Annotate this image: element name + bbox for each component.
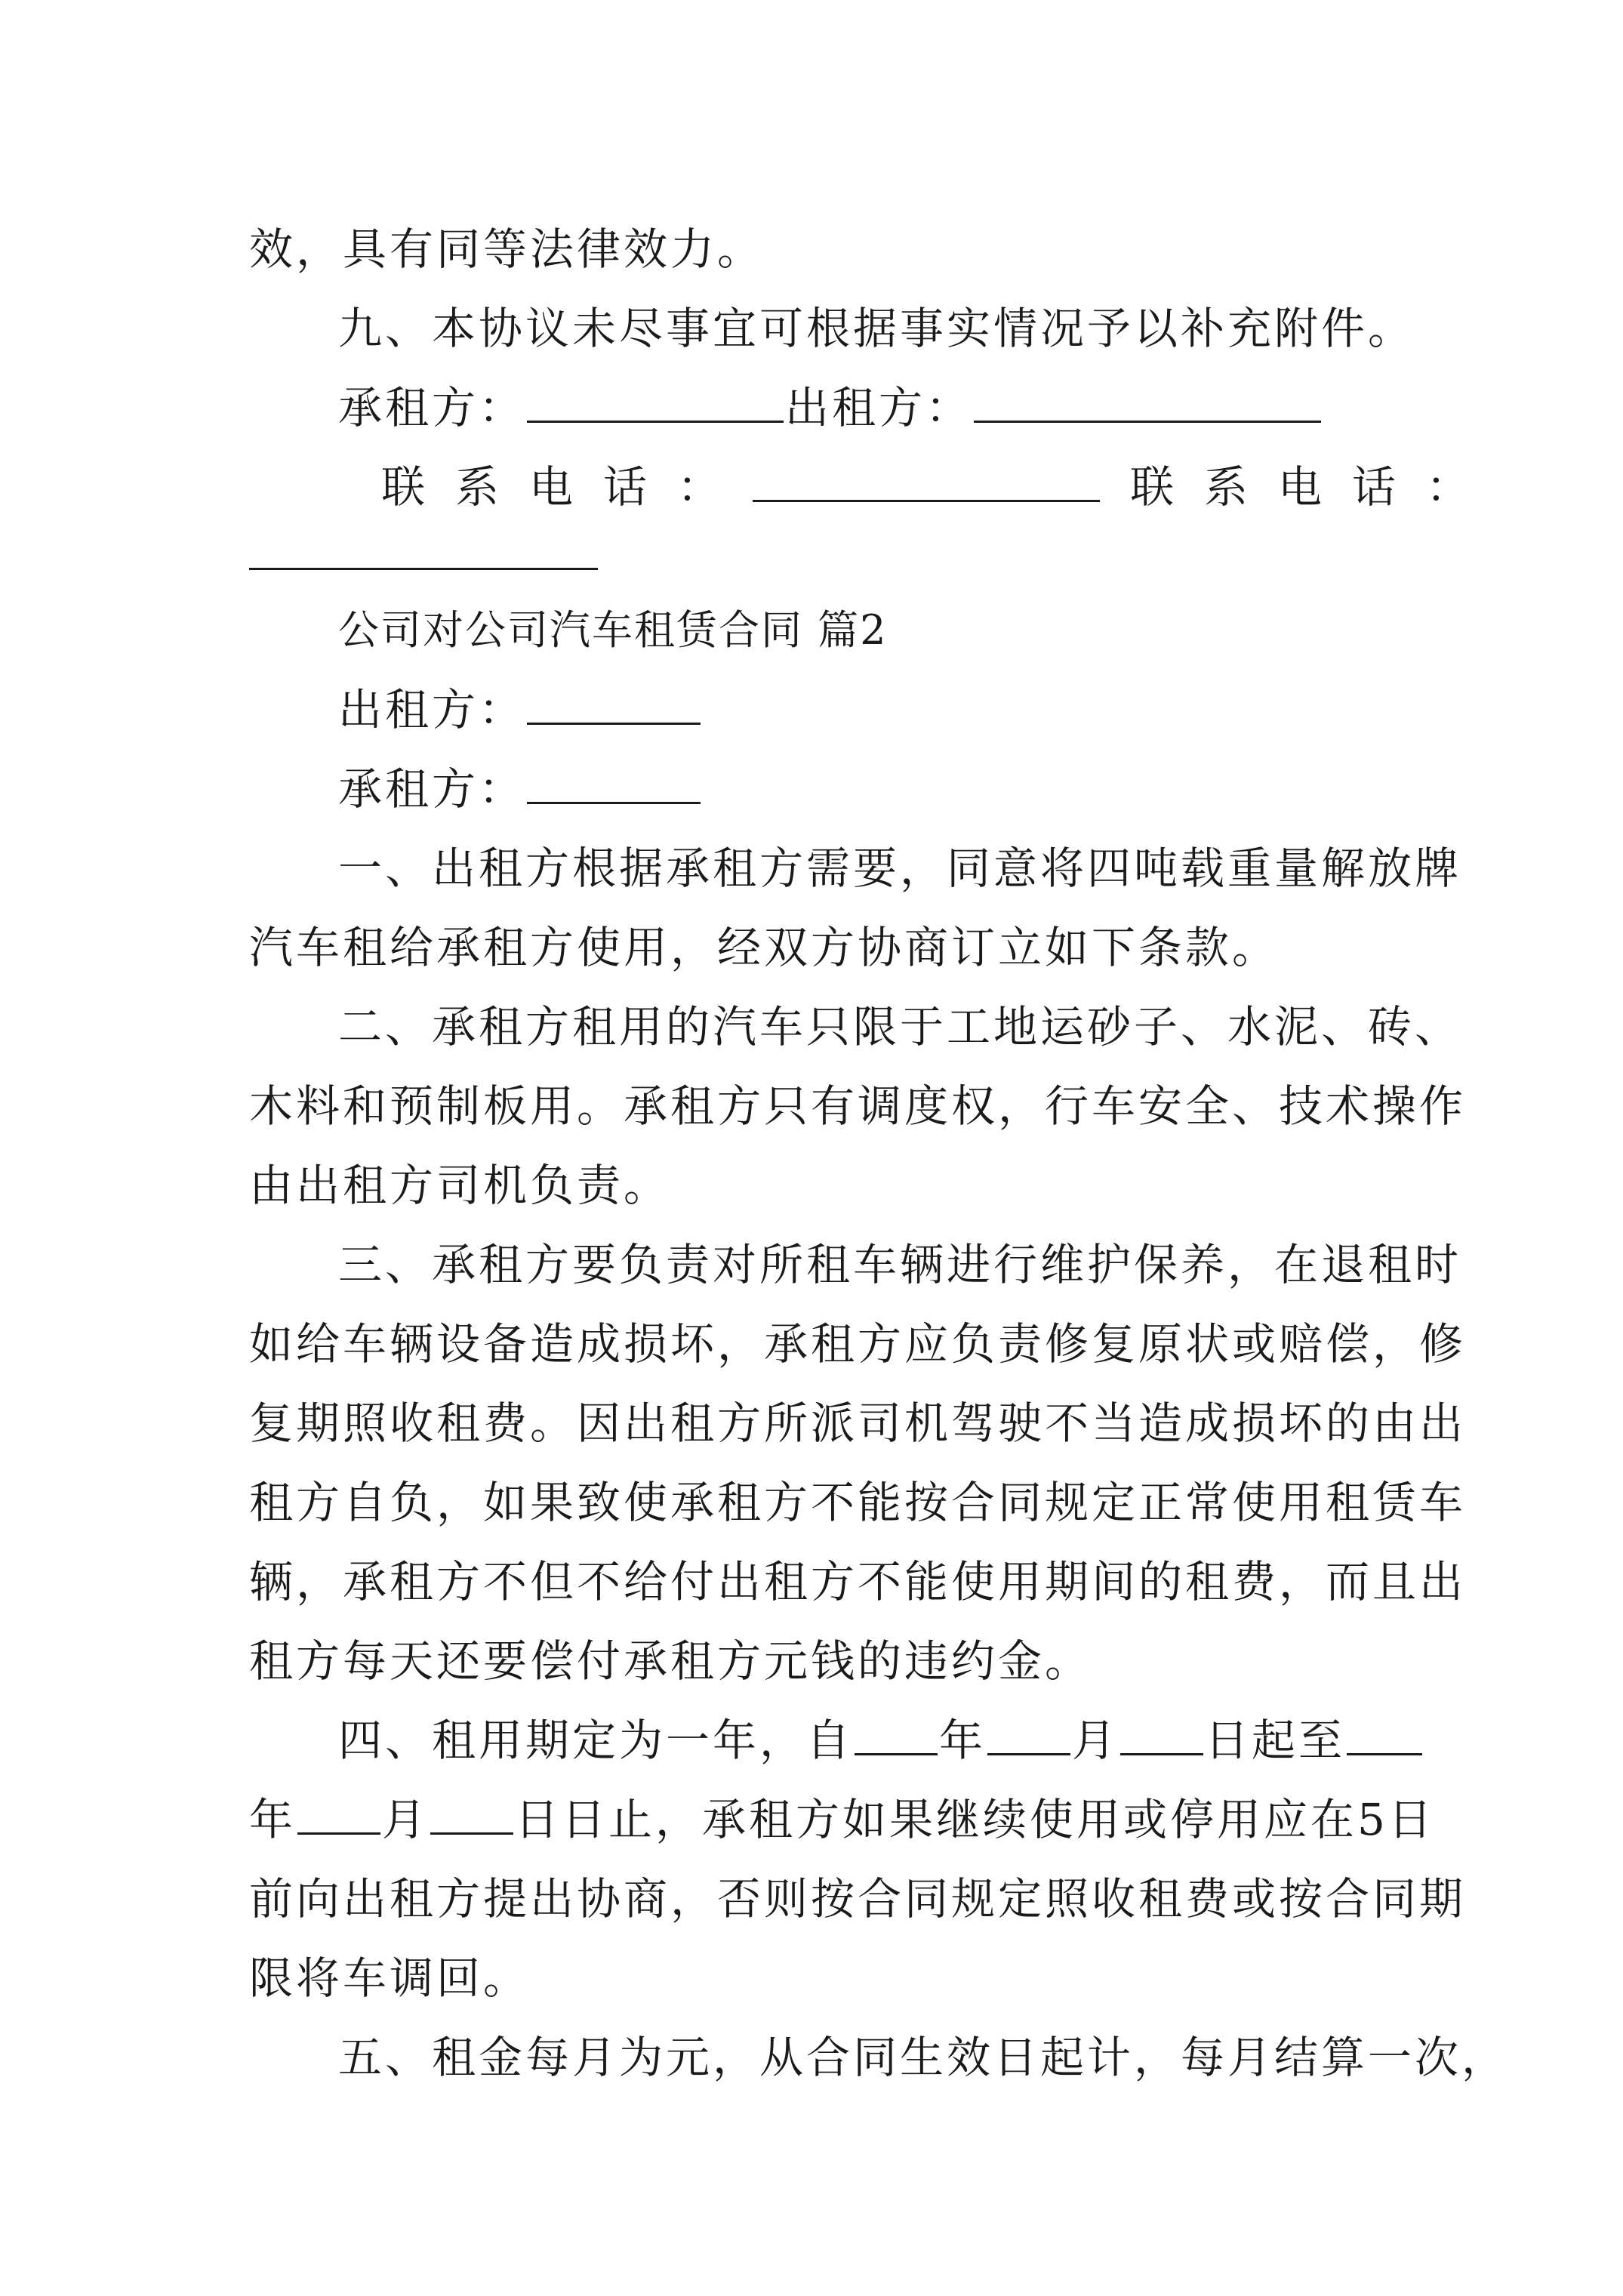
- phone-label: 联系电话：: [1130, 461, 1501, 513]
- date-blank: [1347, 1714, 1422, 1755]
- paragraph-line: [249, 1080, 1466, 1133]
- text: 日起至: [1205, 1715, 1346, 1766]
- paragraph-line: [338, 2031, 1508, 2084]
- lessor-label: 出租方：: [785, 382, 973, 433]
- text: 租方自负，如果致使承租方不能按合同规定正常使用租赁车: [249, 1477, 1467, 1528]
- text: 月: [382, 1794, 430, 1845]
- text: 汽车租给承租方使用，经双方协商订立如下条款。: [249, 922, 1280, 973]
- paragraph-line: [249, 1159, 670, 1212]
- party-line: [338, 683, 702, 736]
- text: 月: [1072, 1715, 1119, 1766]
- date-blank: [987, 1714, 1070, 1755]
- text: 辆，承租方不但不给付出租方不能使用期间的租费，而且出: [249, 1556, 1467, 1607]
- signature-line: [338, 381, 1323, 434]
- paragraph-line: [338, 1238, 1461, 1291]
- paragraph-line: [338, 842, 1461, 895]
- paragraph-line: [249, 1952, 530, 2005]
- lessee-label: 承租方：: [338, 382, 526, 433]
- text: 二、承租方租用的汽车只限于工地运砂子、水泥、砖、: [338, 1001, 1462, 1052]
- text: 年: [249, 1794, 297, 1845]
- paragraph-line: [338, 1714, 1424, 1767]
- text: 前向出租方提出协商，否则按合同规定照收租费或按合同期: [249, 1873, 1467, 1925]
- text: 日日止，承租方如果继续使用或停用应在5日: [515, 1794, 1435, 1845]
- paragraph-line: [249, 223, 764, 276]
- paragraph-line: [249, 1872, 1466, 1925]
- paragraph-line: [249, 1476, 1466, 1529]
- text: 效，具有同等法律效力。: [249, 223, 765, 275]
- date-blank: [297, 1793, 380, 1835]
- text: 如给车辆设备造成损坏，承租方应负责修复原状或赔偿，修: [249, 1318, 1467, 1370]
- section-heading: [338, 604, 888, 657]
- paragraph-line: [338, 302, 1415, 355]
- text: 限将车调回。: [249, 1952, 531, 2004]
- lessor-blank: [974, 381, 1321, 423]
- text: 年: [939, 1715, 987, 1766]
- paragraph-line: [249, 1793, 1435, 1846]
- paragraph-line: [249, 1397, 1466, 1450]
- lessee-blank: [527, 381, 784, 423]
- text: 九、本协议未尽事宜可根据事实情况予以补充附件。: [338, 303, 1415, 354]
- paragraph-line: [249, 1555, 1466, 1608]
- text: 由出租方司机负责。: [249, 1160, 671, 1211]
- text: 三、承租方要负责对所租车辆进行维护保养，在退租时: [338, 1239, 1462, 1290]
- phone-blank-continued: [249, 568, 598, 570]
- text: 租方每天还要偿付承租方元钱的违约金。: [249, 1635, 1092, 1687]
- date-blank: [1120, 1714, 1203, 1755]
- text: 一、出租方根据承租方需要，同意将四吨载重量解放牌: [338, 843, 1462, 894]
- date-blank: [855, 1714, 938, 1755]
- text: 复期照收租费。因出租方所派司机驾驶不当造成损坏的由出: [249, 1398, 1467, 1449]
- phone-label: 联系电话：: [381, 461, 752, 513]
- paragraph-line: [338, 1000, 1461, 1053]
- date-blank: [430, 1793, 513, 1835]
- text: 木料和预制板用。承租方只有调度权，行车安全、技术操作: [249, 1080, 1467, 1132]
- paragraph-line: [249, 921, 1279, 974]
- text: 四、租用期定为一年，自: [338, 1715, 854, 1766]
- text: 五、租金每月为元，从合同生效日起计，每月结算一次，: [338, 2032, 1509, 2083]
- phone-line: [381, 461, 1500, 513]
- heading-text: 公司对公司汽车租赁合同 篇2: [338, 606, 888, 654]
- party-line: [338, 763, 702, 815]
- lessee-label: 承租方：: [338, 763, 526, 815]
- phone-blank: [753, 461, 1100, 502]
- lessor-label: 出租方：: [338, 684, 526, 735]
- paragraph-line: [249, 1635, 1092, 1687]
- lessor-blank: [527, 683, 701, 725]
- paragraph-line: [249, 1318, 1466, 1370]
- lessee-blank: [527, 763, 701, 804]
